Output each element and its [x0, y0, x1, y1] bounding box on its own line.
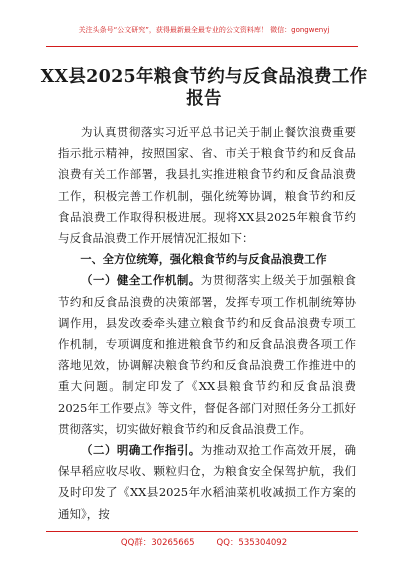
document-title-line1: XX县2025年粮食节约与反食品浪费工作 — [40, 67, 368, 87]
item-paragraph-2 — [58, 440, 356, 525]
footer-qq: QQ：535304092 — [216, 538, 288, 548]
document-title — [36, 66, 372, 110]
intro-paragraph: 为认真贯彻落实习近平总书记关于制止餐饮浪费重要指示批示精神，按照国家、省、市关于粮食节约和反食品浪费有关工作部署，我县扎实推进粮食节约和反食品浪费工作，积极完善工作机制，强化统筹协调，粮食节约和反食品浪费工作取得积极进展。现将XX县2025年粮食节约与反食品浪费工作开展情况汇报如下： — [58, 125, 356, 246]
section-heading-1: 一、全方位统筹，强化粮食节约与反食品浪费工作 — [80, 253, 327, 267]
footer-qq-group: QQ群：30265665 — [120, 538, 195, 548]
item-text-2: 为推动双抢工作高效开展，确保早稻应收尽收、颗粒归仓，为粮食安全保驾护航，我们及时印发了《XX县2025年水稻油菜机收减损工作方案的通知》，按 — [58, 443, 357, 521]
item-lead-2: （二）明确工作指引。 — [81, 443, 201, 458]
header-rule — [46, 46, 358, 47]
document-title-line2: 报告 — [186, 89, 222, 109]
item-paragraph-1 — [58, 270, 356, 440]
footer — [0, 536, 408, 548]
footer-rule — [46, 531, 358, 532]
header-note: 关注头条号“公文研究”，获得最新最全最专业的公文资料库！ 微信：gongwenyj — [78, 26, 330, 34]
item-lead-1: （一）健全工作机制。 — [81, 273, 201, 288]
item-text-1: 为贯彻落实上级关于加强粮食节约和反食品浪费的决策部署，发挥专项工作机制统筹协调作用，县发改委牵头建立粮食节约和反食品浪费专项工作机制，专项调度和推进粮食节约和反食品浪费各项工作落地见效，协调解决粮食节约和反食品浪费工作推进中的重大问题。制定印发了《XX县粮食节约和反食品浪费2025年工作要点》等文件，督促各部门对照任务分工抓好贯彻落实，切实做好粮食节约和反食品浪费工作。 — [58, 273, 357, 436]
document-body — [58, 122, 356, 525]
